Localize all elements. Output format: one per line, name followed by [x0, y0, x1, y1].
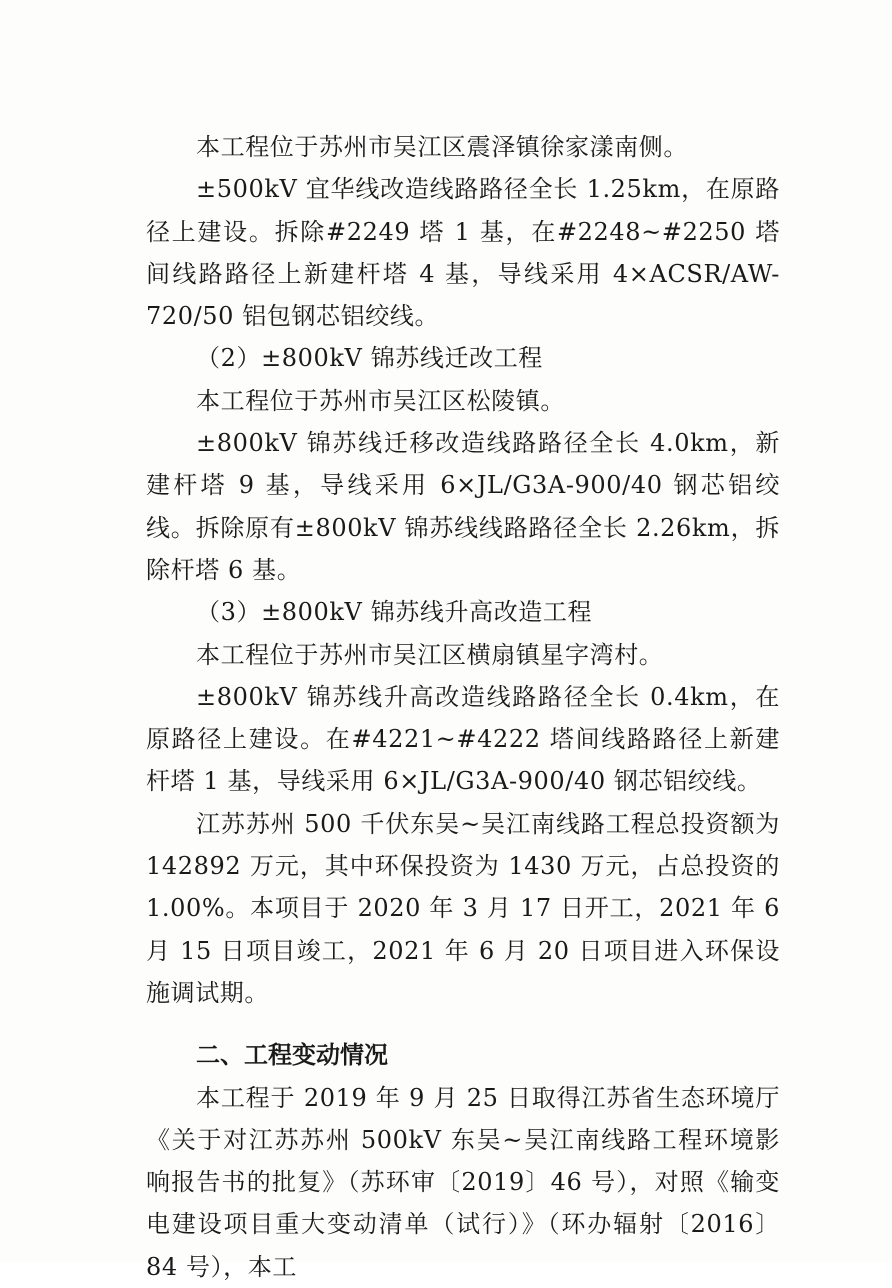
subheading-jinsu-raising: （3）±800kV 锦苏线升高改造工程: [196, 598, 593, 627]
paragraph-jinsu-relocation: ±800kV 锦苏线迁移改造线路路径全长 4.0km，新建杆塔 9 基，导线采用 6×JL/G3A-900/40 钢芯铝绞线。拆除原有±800kV 锦苏线线路路径全长 2.26km，拆除杆塔 6 基。: [146, 429, 780, 584]
paragraph-location-3: 本工程位于苏州市吴江区横扇镇星字湾村。: [196, 640, 664, 669]
paragraph-location-2: 本工程位于苏州市吴江区松陵镇。: [196, 386, 565, 415]
document-body: [146, 126, 780, 1288]
paragraph-changes: 本工程于 2019 年 9 月 25 日取得江苏省生态环境厅《关于对江苏苏州 500kV 东吴~吴江南线路工程环境影响报告书的批复》（苏环审〔2019〕46 号），对照《输变电建设项目重大变动清单（试行）》（环办辐射〔2016〕84 号），本工: [146, 1083, 780, 1281]
section-heading: 二、工程变动情况: [196, 1041, 388, 1070]
paragraph-yihua-line: ±500kV 宜华线改造线路路径全长 1.25km，在原路径上建设。拆除#2249 塔 1 基，在#2248~#2250 塔间线路路径上新建杆塔 4 基，导线采用 4×ACSR/AW-720/50 铝包钢芯铝绞线。: [146, 175, 780, 331]
paragraph-jinsu-raising: ±800kV 锦苏线升高改造线路路径全长 0.4km，在原路径上建设。在#4221~#4222 塔间线路路径上新建杆塔 1 基，导线采用 6×JL/G3A-900/40 钢芯铝绞线。: [146, 682, 780, 796]
paragraph-investment: 江苏苏州 500 千伏东吴~吴江南线路工程总投资额为 142892 万元，其中环保投资为 1430 万元，占总投资的 1.00%。本项目于 2020 年 3 月 17 日开工，2021 年 6 月 15 日项目竣工，2021 年 6 月 20 日项目进入环保设施调试期。: [146, 809, 780, 1007]
paragraph-location-1: 本工程位于苏州市吴江区震泽镇徐家漾南侧。: [196, 133, 688, 161]
subheading-jinsu-relocation: （2）±800kV 锦苏线迁改工程: [196, 344, 543, 373]
section-spacer: [146, 1014, 780, 1034]
